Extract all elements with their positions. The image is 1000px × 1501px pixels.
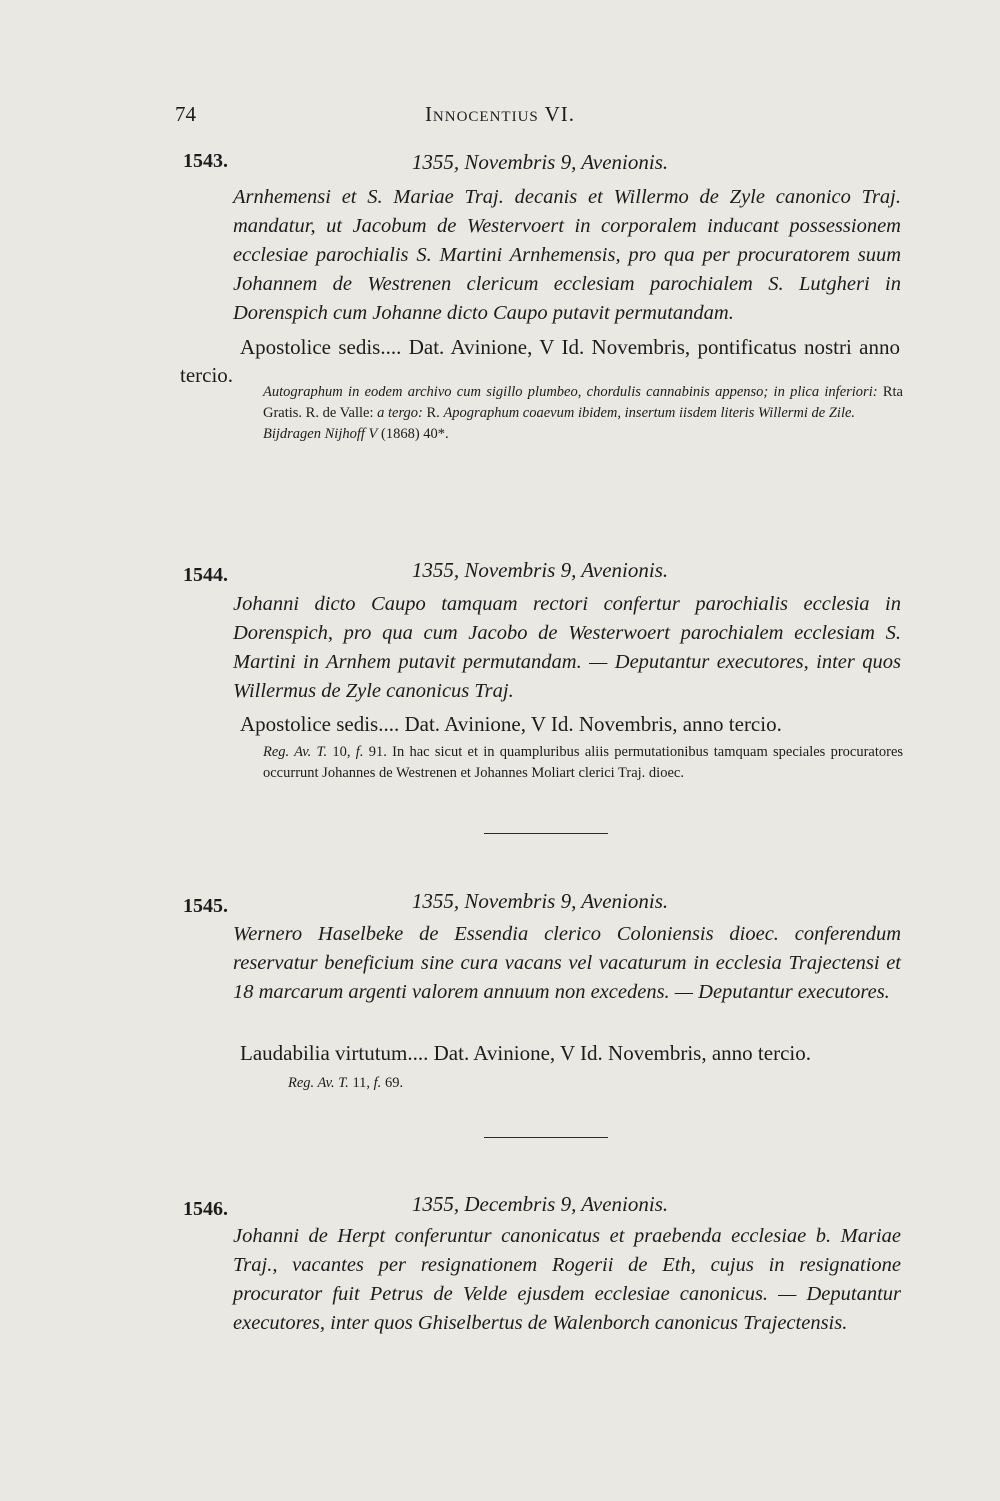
entry-date: 1355, Novembris 9, Avenionis. xyxy=(411,889,669,913)
note-text: In hac sicut et in quampluribus aliis permutationibus tamquam speciales procuratores occurrunt Johannes de Westrenen et Johannes Moliart clerici Traj. dioec. xyxy=(263,744,904,781)
page-header xyxy=(0,102,1000,132)
section-divider xyxy=(484,1137,608,1138)
entry-source-note xyxy=(263,382,903,445)
entry-number: 1544. xyxy=(183,564,228,586)
note-text: Apographum coaevum ibidem, insertum iisdem literis Willermi de Zile. xyxy=(443,405,856,421)
note-text: Reg. Av. T. xyxy=(288,1075,349,1091)
entry-date: 1355, Novembris 9, Avenionis. xyxy=(411,150,669,174)
note-text: Autographum in eodem archivo cum sigillo plumbeo, chordulis cannabinis appenso; in plica inferiori: xyxy=(263,384,878,400)
entry-source-note xyxy=(288,1073,928,1094)
entry-summary: Johanni dicto Caupo tamquam rectori confertur parochialis ecclesia in Dorenspich, pro qua cum Jacobo de Westerwoert parochialem ecclesiam S. Martini in Arnhem putavit permutandam. — Deputantur executores, inter quos Willermus de Zyle canonicus Traj. xyxy=(233,593,901,702)
page-number: 74 xyxy=(175,102,196,126)
running-title: Innocentius VI. xyxy=(424,102,576,126)
entry-date: 1355, Decembris 9, Avenionis. xyxy=(411,1192,669,1216)
note-text: 91. xyxy=(368,744,387,760)
section-divider xyxy=(484,833,608,834)
entry-incipit: Apostolice sedis.... Dat. Avinione, V Id. Novembris, anno tercio. xyxy=(240,712,782,736)
note-text: f. xyxy=(355,744,364,760)
note-text: (1868) 40*. xyxy=(381,426,449,442)
entry-summary: Johanni de Herpt conferuntur canonicatus et praebenda ecclesiae b. Mariae Traj., vacantes per resignationem Rogerii de Eth, cujus in resignatione procurator fuit Petrus de Velde ejusdem ecclesiae canonicus. — Deputantur executores, inter quos Ghiselbertus de Walenborch canonicus Trajectensis. xyxy=(233,1225,901,1334)
entry-summary: Arnhemensi et S. Mariae Traj. decanis et Willermo de Zyle canonico Traj. mandatur, ut Jacobum de Westervoert in corporalem inducant possessionem ecclesiae parochialis S. Martini Arnhemensis, pro qua per procuratorem suum Johannem de Westrenen clericum ecclesiam parochialem S. Lutgheri in Dorenspich cum Johanne dicto Caupo putavit permutandam. xyxy=(233,186,901,324)
entry-date: 1355, Novembris 9, Avenionis. xyxy=(411,558,669,582)
entry-incipit: Apostolice sedis.... Dat. Avinione, V Id. Novembris, pontificatus nostri anno tercio. xyxy=(180,335,900,387)
note-text: Bijdragen Nijhoff V xyxy=(263,426,378,442)
entry-summary: Wernero Haselbeke de Essendia clerico Coloniensis dioec. conferendum reservatur beneficium sine cura vacans vel vacaturum in ecclesia Trajectensi et 18 marcarum argenti valorem annuum non excedens. — Deputantur executores. xyxy=(233,923,901,1003)
note-text: R. xyxy=(426,405,440,421)
entry-source-note xyxy=(263,742,903,784)
note-text: 10, xyxy=(332,744,351,760)
note-text: 69. xyxy=(384,1075,404,1091)
note-text: Rta Gratis. R. de Valle: xyxy=(263,384,903,421)
note-text: 11, xyxy=(352,1075,371,1091)
note-text: f. xyxy=(373,1075,382,1091)
entry-incipit: Laudabilia virtutum.... Dat. Avinione, V Id. Novembris, anno tercio. xyxy=(240,1041,811,1065)
entry-number: 1545. xyxy=(183,895,228,917)
note-text: a tergo: xyxy=(377,405,423,421)
entry-number: 1546. xyxy=(183,1198,228,1220)
note-text: Reg. Av. T. xyxy=(263,744,328,760)
entry-number: 1543. xyxy=(183,150,228,172)
